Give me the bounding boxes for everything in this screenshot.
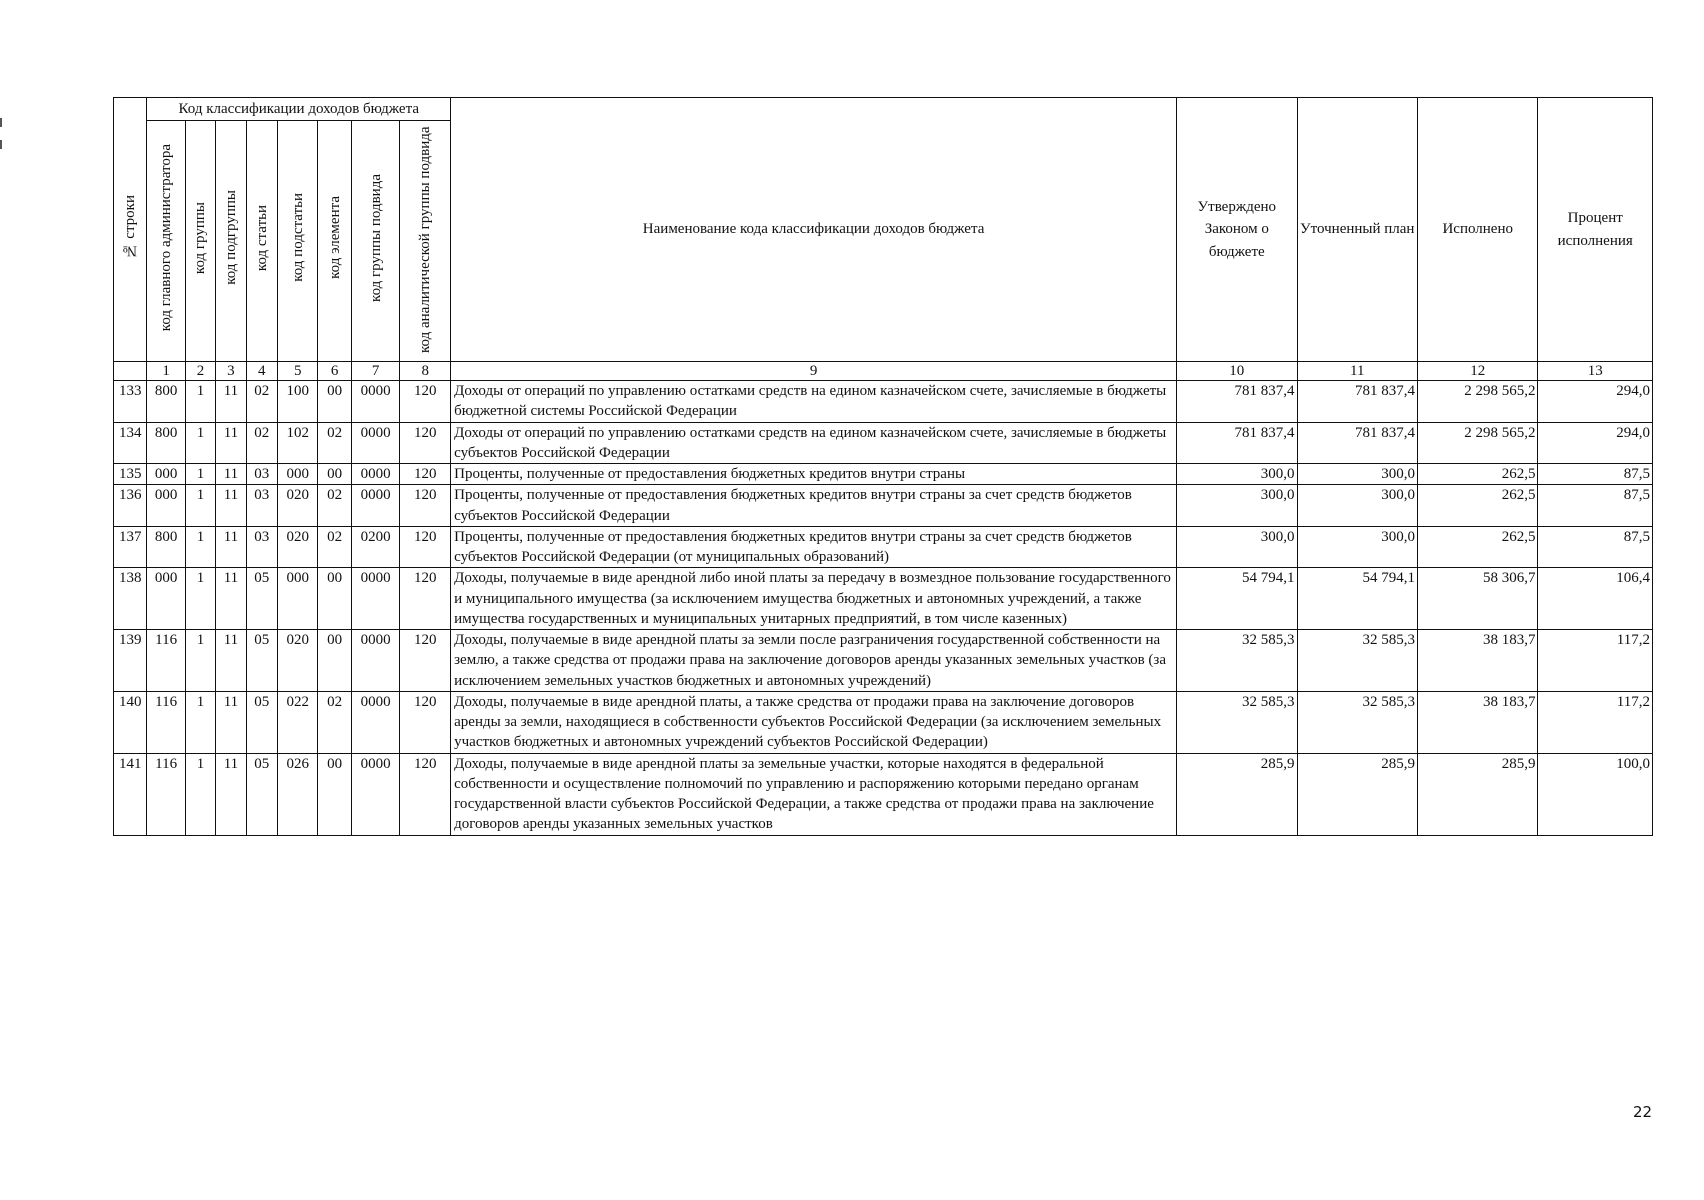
- header-row-number: [114, 98, 147, 362]
- article-code-cell: 05: [246, 630, 277, 692]
- refined-cell: 32 585,3: [1297, 630, 1417, 692]
- refined-cell: 781 837,4: [1297, 381, 1417, 423]
- subkind-code-cell: 0200: [351, 526, 400, 568]
- subarticle-code-cell: 000: [277, 464, 317, 485]
- article-code-cell: 03: [246, 464, 277, 485]
- row-number-cell: 136: [114, 485, 147, 527]
- header-admin-code-label: код главного администратора: [158, 144, 175, 332]
- group-code-cell: 1: [185, 691, 215, 753]
- analytic-code-cell: 120: [400, 381, 451, 423]
- article-code-cell: 05: [246, 753, 277, 835]
- column-number-row: [114, 362, 1653, 381]
- analytic-code-cell: 120: [400, 485, 451, 527]
- subgroup-code-cell: 11: [216, 464, 246, 485]
- page-number: 22: [1633, 1103, 1653, 1121]
- approved-cell: 54 794,1: [1177, 568, 1297, 630]
- percent-cell: 100,0: [1538, 753, 1653, 835]
- subarticle-code-cell: 020: [277, 485, 317, 527]
- approved-cell: 32 585,3: [1177, 691, 1297, 753]
- group-code-cell: 1: [185, 568, 215, 630]
- row-number-cell: 139: [114, 630, 147, 692]
- table-row: [114, 381, 1653, 423]
- approved-cell: 300,0: [1177, 485, 1297, 527]
- header-element-code-label: код элемента: [326, 196, 343, 280]
- subarticle-code-cell: 026: [277, 753, 317, 835]
- name-cell: Доходы от операций по управлению остатками средств на едином казначейском счете, зачисляемые в бюджеты субъектов Российской Федерации: [451, 422, 1177, 464]
- element-code-cell: 00: [318, 568, 351, 630]
- approved-cell: 32 585,3: [1177, 630, 1297, 692]
- subarticle-code-cell: 022: [277, 691, 317, 753]
- column-number: 12: [1417, 362, 1537, 381]
- subkind-code-cell: 0000: [351, 381, 400, 423]
- refined-cell: 54 794,1: [1297, 568, 1417, 630]
- admin-code-cell: 116: [147, 753, 185, 835]
- article-code-cell: 03: [246, 526, 277, 568]
- article-code-cell: 02: [246, 422, 277, 464]
- column-number: 1: [147, 362, 185, 381]
- margin-mark: [0, 118, 2, 127]
- column-number: 4: [246, 362, 277, 381]
- header-element-code: [318, 121, 351, 362]
- admin-code-cell: 116: [147, 691, 185, 753]
- analytic-code-cell: 120: [400, 753, 451, 835]
- name-cell: Доходы, получаемые в виде арендной либо иной платы за передачу в возмездное пользование государственного и муниципального имущества (за исключением имущества бюджетных и автономных учреждений, а также имущества государственных и муниципальных унитарных предприятий, в том числе казенных): [451, 568, 1177, 630]
- row-number-cell: 134: [114, 422, 147, 464]
- percent-cell: 106,4: [1538, 568, 1653, 630]
- column-number: 10: [1177, 362, 1297, 381]
- header-group-code-label: код группы: [192, 201, 209, 274]
- header-row-top: [114, 98, 1653, 121]
- column-number: 6: [318, 362, 351, 381]
- refined-cell: 781 837,4: [1297, 422, 1417, 464]
- percent-cell: 294,0: [1538, 381, 1653, 423]
- header-refined-label: Уточненный план: [1300, 221, 1415, 238]
- header-subkind-group-code: [351, 121, 400, 362]
- column-number: 9: [451, 362, 1177, 381]
- header-subgroup-code: [216, 121, 246, 362]
- element-code-cell: 02: [318, 691, 351, 753]
- table-row: [114, 753, 1653, 835]
- percent-cell: 117,2: [1538, 630, 1653, 692]
- header-percent: [1538, 98, 1653, 362]
- executed-cell: 58 306,7: [1417, 568, 1537, 630]
- header-analytic-group-code-label: код аналитической группы подвида: [417, 126, 434, 353]
- executed-cell: 38 183,7: [1417, 691, 1537, 753]
- column-number: 8: [400, 362, 451, 381]
- percent-cell: 294,0: [1538, 422, 1653, 464]
- column-number: 3: [216, 362, 246, 381]
- admin-code-cell: 800: [147, 381, 185, 423]
- element-code-cell: 02: [318, 526, 351, 568]
- margin-mark: [0, 140, 2, 149]
- admin-code-cell: 116: [147, 630, 185, 692]
- header-percent-label: Процент исполнения: [1557, 210, 1633, 249]
- column-number: 7: [351, 362, 400, 381]
- header-subkind-group-code-label: код группы подвида: [367, 173, 384, 302]
- analytic-code-cell: 120: [400, 464, 451, 485]
- group-code-cell: 1: [185, 485, 215, 527]
- executed-cell: 2 298 565,2: [1417, 381, 1537, 423]
- element-code-cell: 00: [318, 381, 351, 423]
- admin-code-cell: 000: [147, 568, 185, 630]
- analytic-code-cell: 120: [400, 630, 451, 692]
- subgroup-code-cell: 11: [216, 630, 246, 692]
- subgroup-code-cell: 11: [216, 381, 246, 423]
- percent-cell: 117,2: [1538, 691, 1653, 753]
- table-row: [114, 526, 1653, 568]
- name-cell: Доходы, получаемые в виде арендной платы за земли после разграничения государственной собственности на землю, а также средства от продажи права на заключение договоров аренды указанных земельных участков (за исключением земельных участков бюджетных и автономных учреждений): [451, 630, 1177, 692]
- element-code-cell: 02: [318, 422, 351, 464]
- element-code-cell: 00: [318, 753, 351, 835]
- row-number-cell: 138: [114, 568, 147, 630]
- column-number: 13: [1538, 362, 1653, 381]
- subarticle-code-cell: 102: [277, 422, 317, 464]
- header-article-code: [246, 121, 277, 362]
- article-code-cell: 03: [246, 485, 277, 527]
- analytic-code-cell: 120: [400, 568, 451, 630]
- analytic-code-cell: 120: [400, 526, 451, 568]
- executed-cell: 262,5: [1417, 526, 1537, 568]
- admin-code-cell: 800: [147, 422, 185, 464]
- subkind-code-cell: 0000: [351, 464, 400, 485]
- header-admin-code: [147, 121, 185, 362]
- refined-cell: 300,0: [1297, 526, 1417, 568]
- group-code-cell: 1: [185, 422, 215, 464]
- header-group-code: [185, 121, 215, 362]
- subkind-code-cell: 0000: [351, 485, 400, 527]
- element-code-cell: 00: [318, 464, 351, 485]
- subkind-code-cell: 0000: [351, 630, 400, 692]
- approved-cell: 781 837,4: [1177, 422, 1297, 464]
- row-number-cell: 137: [114, 526, 147, 568]
- header-approved: [1177, 98, 1297, 362]
- column-number: [114, 362, 147, 381]
- name-cell: Проценты, полученные от предоставления бюджетных кредитов внутри страны: [451, 464, 1177, 485]
- subgroup-code-cell: 11: [216, 691, 246, 753]
- header-name: Наименование кода классификации доходов бюджета: [451, 98, 1177, 362]
- column-number: 11: [1297, 362, 1417, 381]
- row-number-cell: 140: [114, 691, 147, 753]
- name-cell: Проценты, полученные от предоставления бюджетных кредитов внутри страны за счет средств бюджетов субъектов Российской Федерации (от муниципальных образований): [451, 526, 1177, 568]
- header-approved-label: Утверждено Законом о бюджете: [1197, 198, 1277, 260]
- subgroup-code-cell: 11: [216, 526, 246, 568]
- table-row: [114, 630, 1653, 692]
- admin-code-cell: 000: [147, 464, 185, 485]
- analytic-code-cell: 120: [400, 422, 451, 464]
- article-code-cell: 05: [246, 691, 277, 753]
- row-number-cell: 141: [114, 753, 147, 835]
- header-executed: Исполнено: [1417, 98, 1537, 362]
- article-code-cell: 05: [246, 568, 277, 630]
- percent-cell: 87,5: [1538, 485, 1653, 527]
- group-code-cell: 1: [185, 381, 215, 423]
- name-cell: Проценты, полученные от предоставления бюджетных кредитов внутри страны за счет средств бюджетов субъектов Российской Федерации: [451, 485, 1177, 527]
- approved-cell: 781 837,4: [1177, 381, 1297, 423]
- refined-cell: 300,0: [1297, 464, 1417, 485]
- executed-cell: 262,5: [1417, 464, 1537, 485]
- refined-cell: 300,0: [1297, 485, 1417, 527]
- table-row: [114, 568, 1653, 630]
- executed-cell: 38 183,7: [1417, 630, 1537, 692]
- percent-cell: 87,5: [1538, 464, 1653, 485]
- admin-code-cell: 000: [147, 485, 185, 527]
- header-subarticle-code: [277, 121, 317, 362]
- subarticle-code-cell: 000: [277, 568, 317, 630]
- header-subarticle-code-label: код подстатьи: [289, 193, 306, 283]
- row-number-cell: 135: [114, 464, 147, 485]
- executed-cell: 285,9: [1417, 753, 1537, 835]
- column-number: 5: [277, 362, 317, 381]
- subarticle-code-cell: 020: [277, 526, 317, 568]
- header-refined: [1297, 98, 1417, 362]
- analytic-code-cell: 120: [400, 691, 451, 753]
- column-number: 2: [185, 362, 215, 381]
- row-number-cell: 133: [114, 381, 147, 423]
- article-code-cell: 02: [246, 381, 277, 423]
- subkind-code-cell: 0000: [351, 422, 400, 464]
- executed-cell: 2 298 565,2: [1417, 422, 1537, 464]
- group-code-cell: 1: [185, 753, 215, 835]
- executed-cell: 262,5: [1417, 485, 1537, 527]
- subkind-code-cell: 0000: [351, 568, 400, 630]
- approved-cell: 300,0: [1177, 526, 1297, 568]
- element-code-cell: 00: [318, 630, 351, 692]
- approved-cell: 300,0: [1177, 464, 1297, 485]
- refined-cell: 32 585,3: [1297, 691, 1417, 753]
- header-classification-group: Код классификации доходов бюджета: [147, 98, 451, 121]
- percent-cell: 87,5: [1538, 526, 1653, 568]
- header-analytic-group-code: [400, 121, 451, 362]
- group-code-cell: 1: [185, 630, 215, 692]
- table-row: [114, 691, 1653, 753]
- subkind-code-cell: 0000: [351, 753, 400, 835]
- table-row: [114, 422, 1653, 464]
- subgroup-code-cell: 11: [216, 568, 246, 630]
- header-article-code-label: код статьи: [253, 204, 270, 271]
- group-code-cell: 1: [185, 526, 215, 568]
- budget-income-table: [113, 97, 1653, 836]
- refined-cell: 285,9: [1297, 753, 1417, 835]
- header-subgroup-code-label: код подгруппы: [222, 190, 239, 286]
- subgroup-code-cell: 11: [216, 485, 246, 527]
- name-cell: Доходы, получаемые в виде арендной платы, а также средства от продажи права на заключение договоров аренды за земли, находящиеся в собственности субъектов Российской Федерации (за исключением земельных участков бюджетных и автономных учреждений субъектов Российской Федерации): [451, 691, 1177, 753]
- subarticle-code-cell: 020: [277, 630, 317, 692]
- subarticle-code-cell: 100: [277, 381, 317, 423]
- name-cell: Доходы от операций по управлению остатками средств на едином казначейском счете, зачисляемые в бюджеты бюджетной системы Российской Федерации: [451, 381, 1177, 423]
- header-row-number-label: № строки: [122, 194, 139, 259]
- subkind-code-cell: 0000: [351, 691, 400, 753]
- element-code-cell: 02: [318, 485, 351, 527]
- name-cell: Доходы, получаемые в виде арендной платы за земельные участки, которые находятся в федеральной собственности и осуществление полномочий по управлению и распоряжению которыми передано органам государственной власти субъектов Российской Федерации, а также средства от продажи права на заключение договоров аренды указанных земельных участков: [451, 753, 1177, 835]
- group-code-cell: 1: [185, 464, 215, 485]
- table-row: [114, 464, 1653, 485]
- admin-code-cell: 800: [147, 526, 185, 568]
- subgroup-code-cell: 11: [216, 753, 246, 835]
- subgroup-code-cell: 11: [216, 422, 246, 464]
- approved-cell: 285,9: [1177, 753, 1297, 835]
- table-row: [114, 485, 1653, 527]
